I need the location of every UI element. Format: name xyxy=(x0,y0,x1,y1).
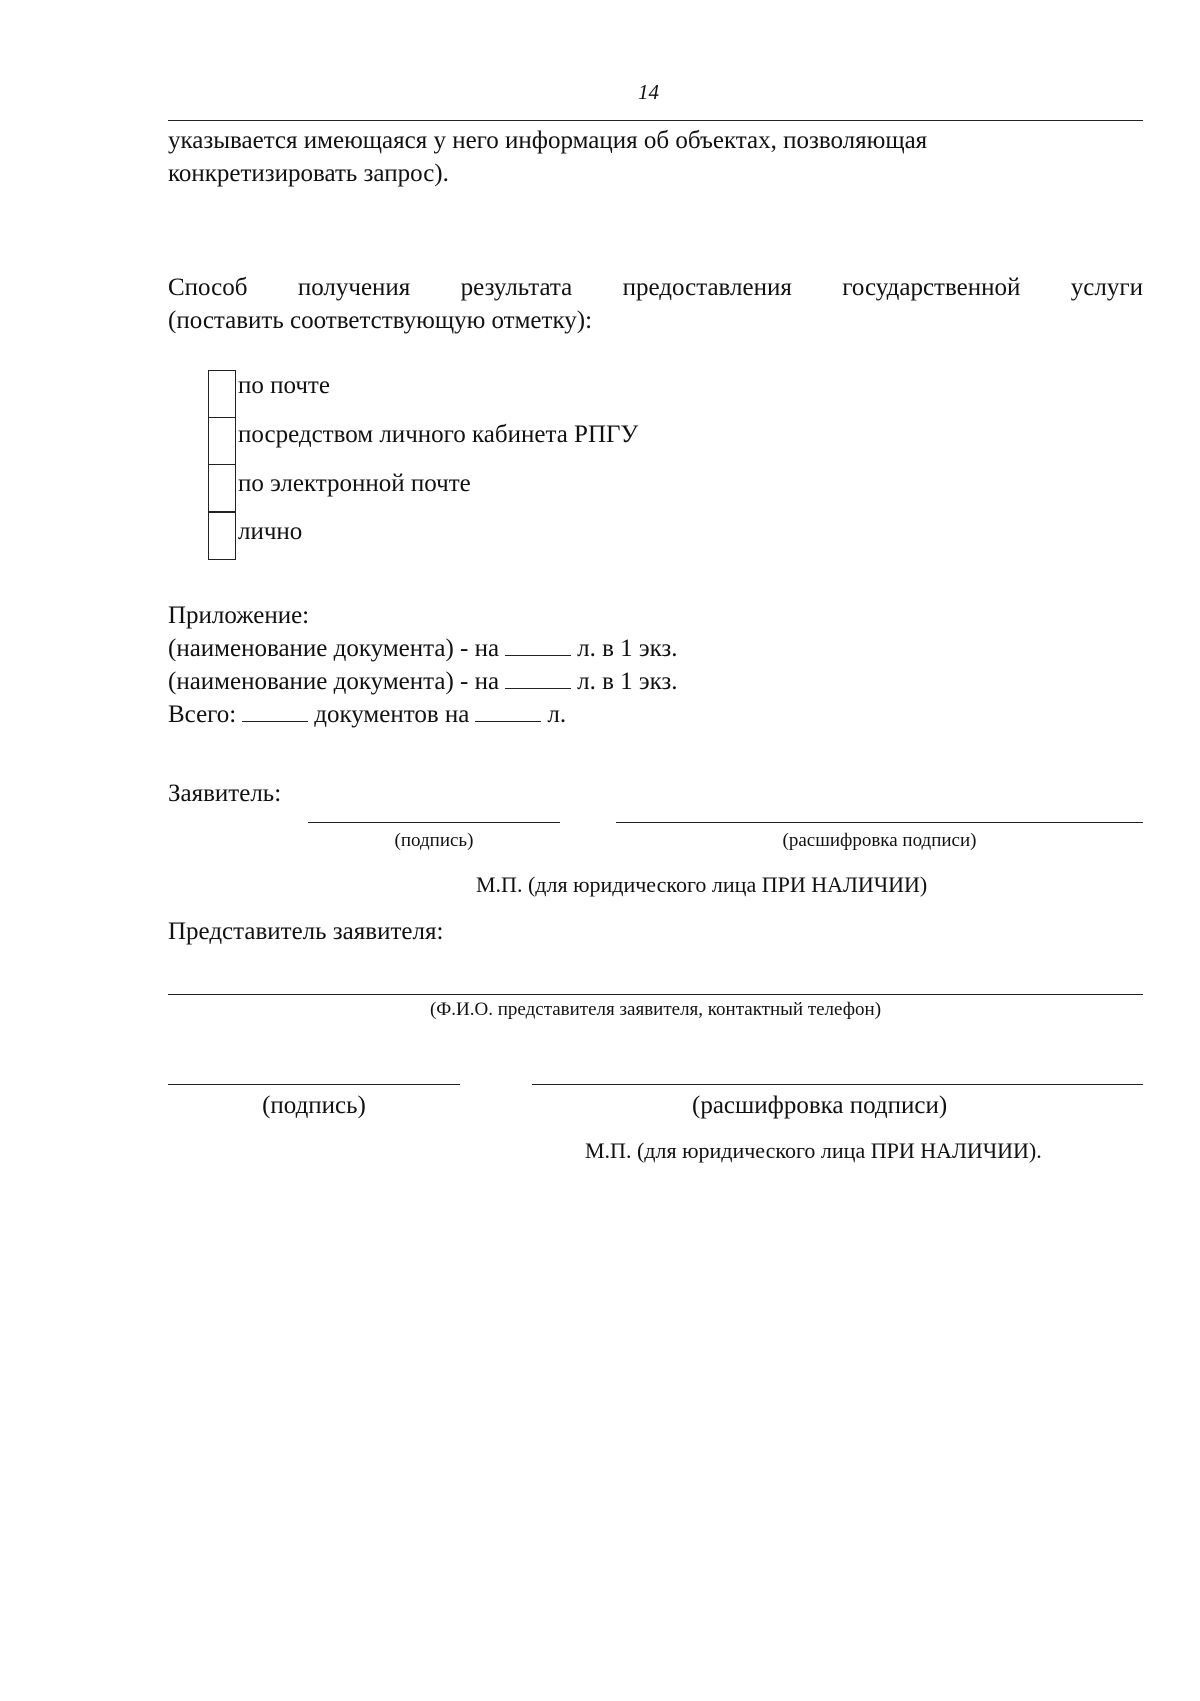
appendix-doc-prefix: (наименование документа) - на xyxy=(168,668,500,695)
sheet-count-blank[interactable] xyxy=(505,668,571,689)
applicant-label: Заявитель: xyxy=(168,780,282,807)
delivery-intro-line-1 xyxy=(168,272,1143,304)
appendix-total-suffix: л. xyxy=(547,701,567,728)
applicant-signature-caption: (подпись) xyxy=(394,830,474,851)
checkbox-in-person[interactable] xyxy=(208,512,236,560)
representative-name-line[interactable] xyxy=(168,994,1143,995)
sheet-count-blank[interactable] xyxy=(505,635,571,656)
appendix-doc-suffix: л. в 1 экз. xyxy=(577,668,678,695)
continuation-line-1: указывается имеющаяся у него информация об объектах, позволяющая xyxy=(168,127,928,154)
checkbox-by-mail[interactable] xyxy=(208,370,236,418)
appendix-doc-suffix: л. в 1 экз. xyxy=(577,635,678,662)
delivery-intro-word: предоставления xyxy=(622,274,792,301)
delivery-intro-line-2: (поставить соответствующую отметку): xyxy=(168,307,593,334)
delivery-intro-word: результата xyxy=(460,274,573,301)
total-sheets-blank[interactable] xyxy=(475,701,541,722)
representative-signature-caption: (подпись) xyxy=(262,1092,366,1119)
page-number: 14 xyxy=(638,80,659,104)
appendix-total-line xyxy=(168,699,566,731)
appendix-doc-prefix: (наименование документа) - на xyxy=(168,635,500,662)
representative-decoding-line[interactable] xyxy=(532,1084,1143,1085)
representative-decoding-caption: (расшифровка подписи) xyxy=(692,1092,948,1119)
representative-signature-line[interactable] xyxy=(168,1084,460,1085)
representative-name-caption: (Ф.И.О. представителя заявителя, контактный телефон) xyxy=(429,999,882,1020)
option-email: по электронной почте xyxy=(238,470,471,497)
applicant-decoding-line[interactable] xyxy=(616,822,1143,823)
doc-count-blank[interactable] xyxy=(242,701,308,722)
applicant-stamp: М.П. (для юридического лица ПРИ НАЛИЧИИ) xyxy=(476,872,928,897)
option-in-person: лично xyxy=(238,518,303,545)
delivery-intro-word: услуги xyxy=(1070,274,1143,301)
appendix-total-middle: документов на xyxy=(314,701,470,728)
representative-stamp: М.П. (для юридического лица ПРИ НАЛИЧИИ). xyxy=(585,1138,1042,1163)
option-personal-account: посредством личного кабинета РПГУ xyxy=(238,421,639,448)
delivery-intro-word: Способ xyxy=(168,274,248,301)
continuation-line-2: конкретизировать запрос). xyxy=(168,160,449,187)
representative-label: Представитель заявителя: xyxy=(168,918,444,945)
appendix-total-prefix: Всего: xyxy=(168,701,237,728)
checkbox-personal-account[interactable] xyxy=(208,417,236,465)
delivery-intro-word: получения xyxy=(297,274,411,301)
appendix-heading: Приложение: xyxy=(168,602,310,629)
appendix-doc-line-2 xyxy=(168,666,678,698)
applicant-decoding-caption: (расшифровка подписи) xyxy=(782,830,977,851)
option-by-mail: по почте xyxy=(238,372,330,399)
delivery-intro-word: государственной xyxy=(842,274,1021,301)
appendix-doc-line-1 xyxy=(168,633,678,665)
applicant-signature-line[interactable] xyxy=(308,822,560,823)
header-rule xyxy=(168,120,1143,121)
checkbox-email[interactable] xyxy=(208,464,236,512)
